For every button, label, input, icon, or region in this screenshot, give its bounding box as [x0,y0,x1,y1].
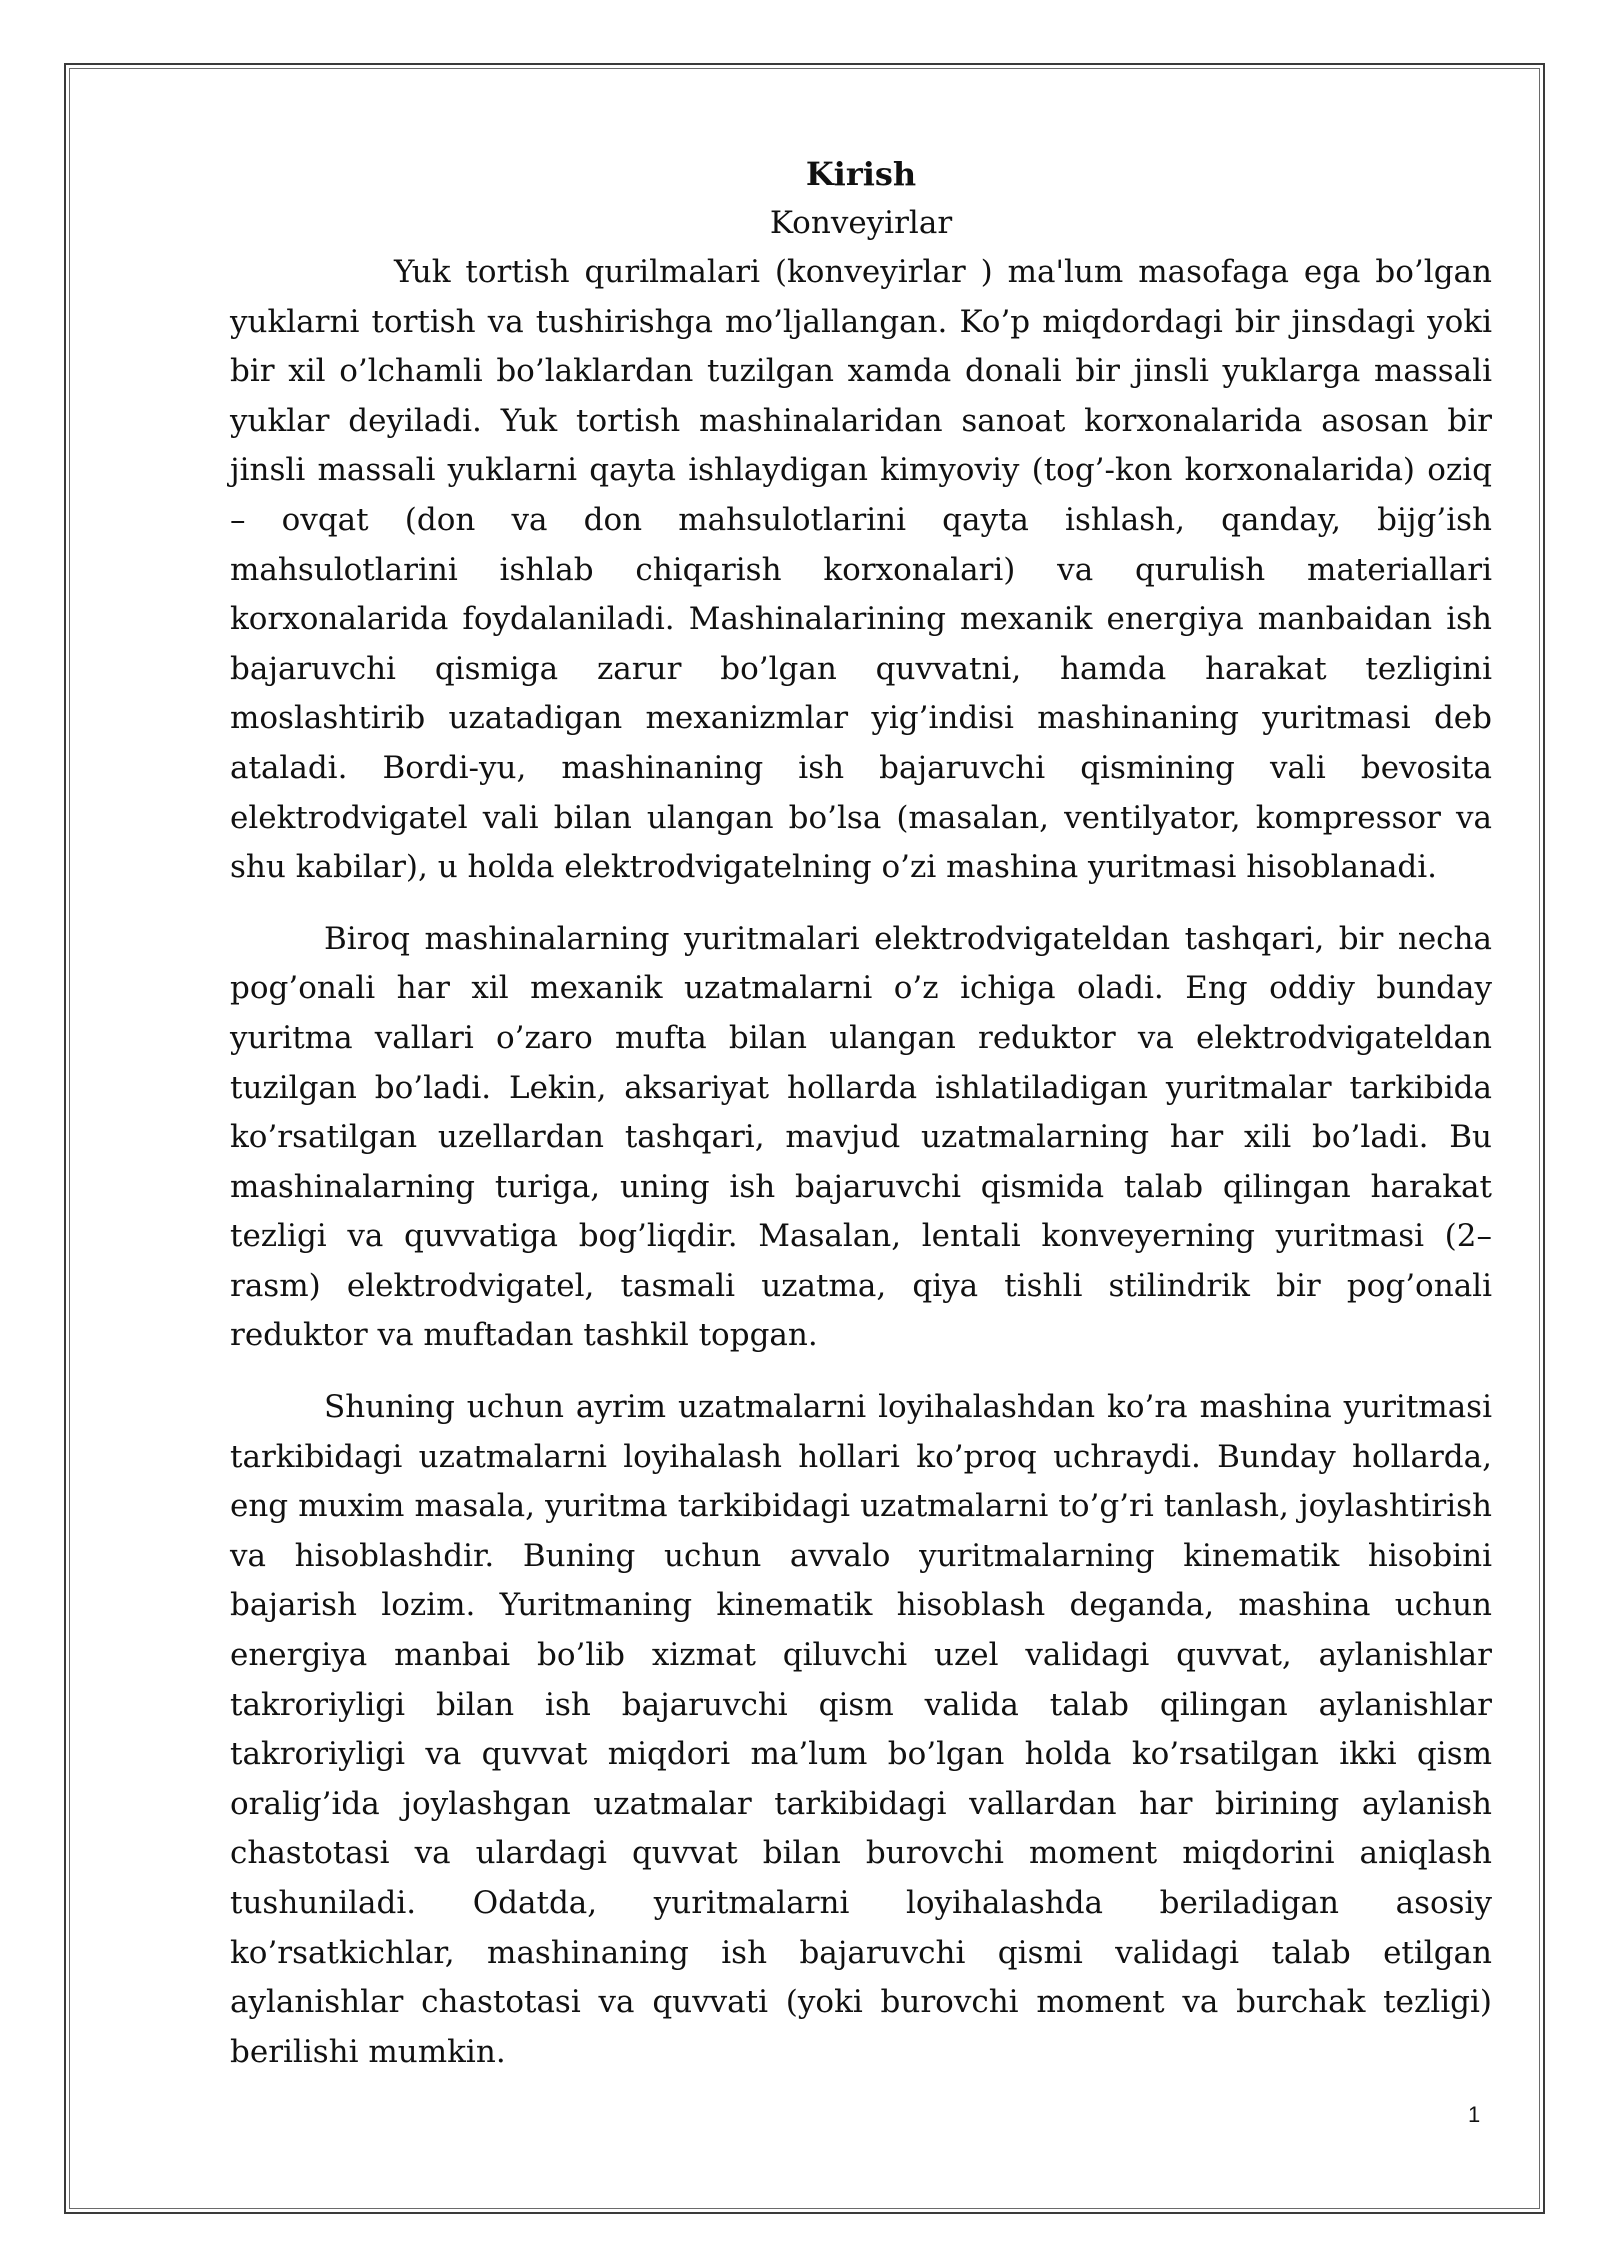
document-subtitle: Konveyirlar [769,205,953,241]
paragraph-2: Biroq mashinalarning yuritmalari elektrodvigateldan tashqari, bir necha pog’onali har xil mexanik uzatmalarni o’z ichiga oladi. Eng oddiy bunday yuritma vallari o’zaro mufta bilan ulangan reduktor va elektrodvigateldan tuzilgan bo’ladi. Lekin, aksariyat hollarda ishlatiladigan yuritmalar tarkibida ko’rsatilgan uzellardan tashqari, mavjud uzatmalarning har xili bo’ladi. Bu mashinalarning turiga, uning ish bajaruvchi qismida talab qilingan harakat tezligi va quvvatiga bog’liqdir. Masalan, lentali konveyerning yuritmasi (2–rasm) elektrodvigatel, tasmali uzatma, qiya tishli stilindrik bir pog’onali reduktor va muftadan tashkil topgan. [230,920,1492,1354]
paragraph-1: Yuk tortish qurilmalari (konveyirlar ) ma'lum masofaga ega bo’lgan yuklarni tortish va tushirishga mo’ljallangan. Ko’p miqdordagi bir jinsdagi yoki bir xil o’lchamli bo’laklardan tuzilgan xamda donali bir jinsli yuklarga massali yuklar deyiladi. Yuk tortish mashinalaridan sanoat korxonalarida asosan bir jinsli massali yuklarni qayta ishlaydigan kimyoviy (tog’-kon korxonalarida) oziq – ovqat (don va don mahsulotlarini qayta ishlash, qanday, bijg’ish mahsulotlarini ishlab chiqarish korxonalari) va qurulish materiallari korxonalarida foydalaniladi. Mashinalarining mexanik energiya manbaidan ish bajaruvchi qismiga zarur bo’lgan quvvatni, hamda harakat tezligini moslashtirib uzatadigan mexanizmlar yig’indisi mashinaning yuritmasi deb ataladi. Bordi-yu, mashinaning ish bajaruvchi qismining vali bevosita elektrodvigatel vali bilan ulangan bo’lsa (masalan, ventilyator, kompressor va shu kabilar), u holda elektrodvigatelning o’zi mashina yuritmasi hisoblanadi. [230,254,1492,886]
document-title: Kirish [805,155,917,193]
page-number: 1 [1468,2102,1481,2127]
document-body [230,150,1492,2077]
paragraph-3: Shuning uchun ayrim uzatmalarni loyihalashdan ko’ra mashina yuritmasi tarkibidagi uzatmalarni loyihalash hollari ko’proq uchraydi. Bunday hollarda, eng muxim masala, yuritma tarkibidagi uzatmalarni to’g’ri tanlash, joylashtirish va hisoblashdir. Buning uchun avvalo yuritmalarning kinematik hisobini bajarish lozim. Yuritmaning kinematik hisoblash deganda, mashina uchun energiya manbai bo’lib xizmat qiluvchi uzel validagi quvvat, aylanishlar takroriyligi bilan ish bajaruvchi qism valida talab qilingan aylanishlar takroriyligi va quvvat miqdori ma’lum bo’lgan holda ko’rsatilgan ikki qism oralig’ida joylashgan uzatmalar tarkibidagi vallardan har birining aylanish chastotasi va ulardagi quvvat bilan burovchi moment miqdorini aniqlash tushuniladi. Odatda, yuritmalarni loyihalashda beriladigan asosiy ko’rsatkichlar, mashinaning ish bajaruvchi qismi validagi talab etilgan aylanishlar chastotasi va quvvati (yoki burovchi moment va burchak tezligi) berilishi mumkin. [230,1389,1492,2070]
